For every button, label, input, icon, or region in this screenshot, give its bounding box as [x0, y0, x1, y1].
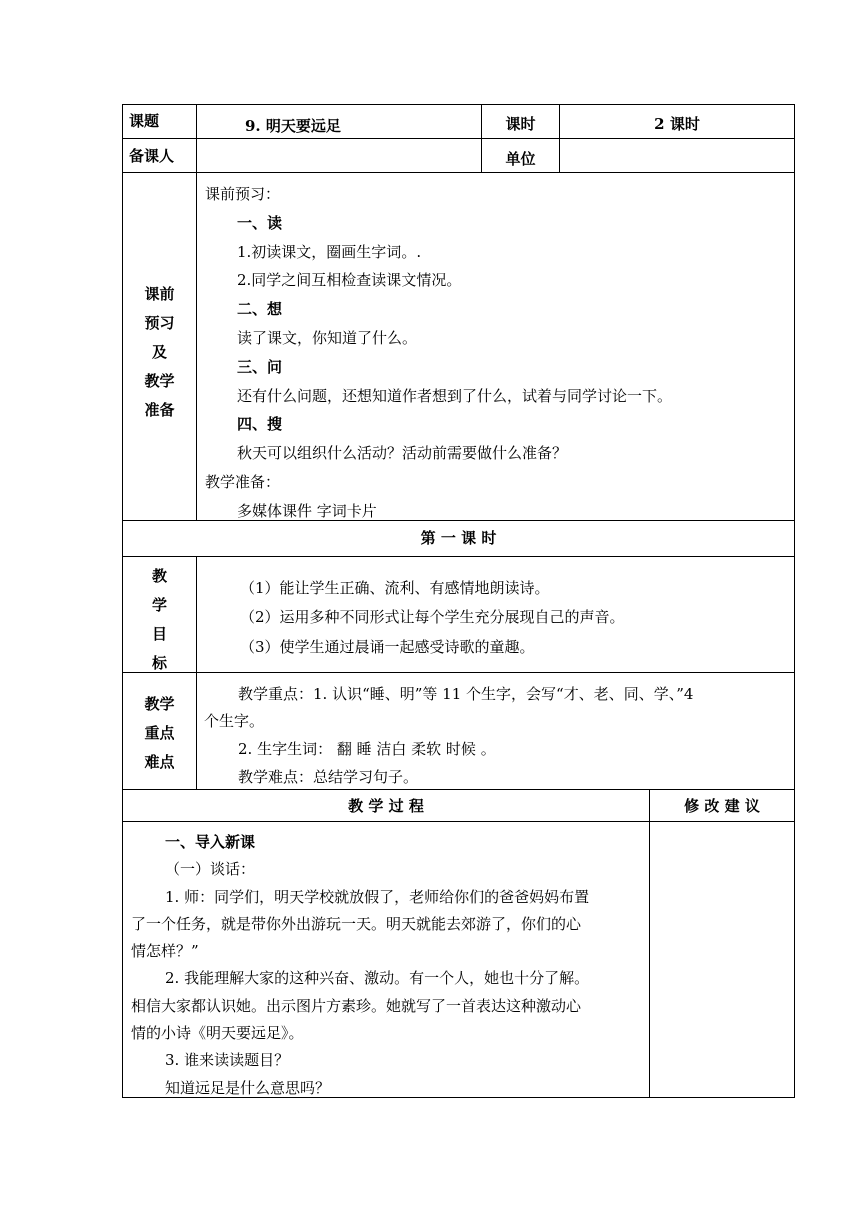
objective-item: （2）运用多种不同形式让每个学生充分展现自己的声音。: [240, 608, 625, 626]
key-points-label-line: 教学: [144, 695, 175, 713]
table-border: [794, 104, 795, 1098]
preview-label-line: 及: [151, 343, 167, 361]
preview-label-line: 教学: [144, 372, 175, 390]
objectives-label: [123, 562, 196, 678]
table-border: [196, 556, 197, 790]
table-border: [196, 104, 197, 521]
text-line: 还有什么问题，还想知道作者想到了什么，试着与同学讨论一下。: [237, 386, 673, 405]
text-line: 教学准备：: [205, 472, 281, 491]
objectives-label-line: 标: [151, 654, 167, 672]
text-line: 秋天可以组织什么活动？活动前需要做什么准备？: [237, 444, 568, 463]
text-line: 课前预习：: [205, 185, 281, 203]
text-line: 相信大家都认识她。出示图片方素珍。她就写了一首表达这种激动心: [131, 996, 582, 1015]
key-points-label-line: 重点: [144, 724, 175, 742]
objective-item: （3）使学生通过晨诵一起感受诗歌的童趣。: [240, 638, 535, 656]
text-line: 情怎样？”: [131, 942, 199, 961]
table-border: [122, 789, 795, 790]
key-point-line: 个生字。: [204, 712, 265, 730]
text-line: （一）谈话：: [165, 860, 256, 879]
text-line: 一、读: [237, 213, 283, 232]
preview-content: [205, 180, 790, 526]
text-line: 了一个任务，就是带你外出游玩一天。明天就能去郊游了，你们的心: [131, 914, 582, 933]
process-content: [131, 829, 646, 1102]
text-line: 多媒体课件 字词卡片: [237, 501, 377, 520]
key-points-label-line: 难点: [144, 753, 175, 771]
key-point-line: 2. 生字生词： 翻 睡 洁白 柔软 时候 。: [238, 740, 496, 758]
table-border: [122, 172, 795, 173]
text-line: 读了课文，你知道了什么。: [237, 328, 418, 347]
key-points-label: [123, 690, 196, 777]
text-line: 四、搜: [237, 415, 283, 434]
text-line: 3. 谁来读读题目？: [165, 1051, 290, 1070]
period-value: 2 课时: [654, 115, 700, 133]
objectives-label-line: 教: [151, 567, 167, 585]
table-border: [122, 104, 794, 105]
first-period-title: 第 一 课 时: [420, 529, 497, 547]
process-header: 教 学 过 程: [348, 797, 424, 815]
table-border: [122, 556, 795, 557]
text-line: 2. 我能理解大家的这种兴奋、激动。有一个人，她也十分了解。: [165, 969, 590, 988]
text-line: 知道远足是什么意思吗？: [165, 1078, 331, 1097]
text-line: 三、问: [237, 357, 283, 376]
objective-item: （1）能让学生正确、流利、有感情地朗读诗。: [240, 579, 550, 597]
revise-header: 修 改 建 议: [684, 797, 760, 815]
text-line: 1.初读课文，圈画生字词。.: [237, 242, 422, 261]
preview-label-line: 预习: [144, 314, 175, 332]
text-line: 二、想: [237, 300, 283, 319]
text-line: 情的小诗《明天要远足》。: [131, 1024, 304, 1043]
unit-label: 单位: [505, 150, 536, 168]
preview-label-line: 课前: [144, 285, 175, 303]
lesson-label: 课题: [129, 112, 160, 130]
preview-label-line: 准备: [144, 401, 175, 419]
key-point-line: 教学难点：总结学习句子。: [238, 768, 419, 786]
preparer-label: 备课人: [129, 147, 175, 165]
preview-label: [123, 280, 196, 425]
objectives-label-line: 目: [151, 625, 167, 643]
revise-content: [650, 822, 794, 1097]
text-line: 1. 师：同学们，明天学校就放假了，老师给你们的爸爸妈妈布置: [165, 887, 590, 906]
table-border: [122, 672, 795, 673]
objectives-label-line: 学: [151, 596, 167, 614]
lesson-title: 9. 明天要远足: [245, 117, 341, 135]
key-point-line: 教学重点：1. 认识“睡、明”等 11 个生字，会写“才、老、同、学、”4: [238, 685, 694, 703]
period-label: 课时: [505, 115, 536, 133]
text-line: 一、导入新课: [165, 833, 256, 851]
text-line: 2.同学之间互相检查读课文情况。: [237, 271, 462, 290]
